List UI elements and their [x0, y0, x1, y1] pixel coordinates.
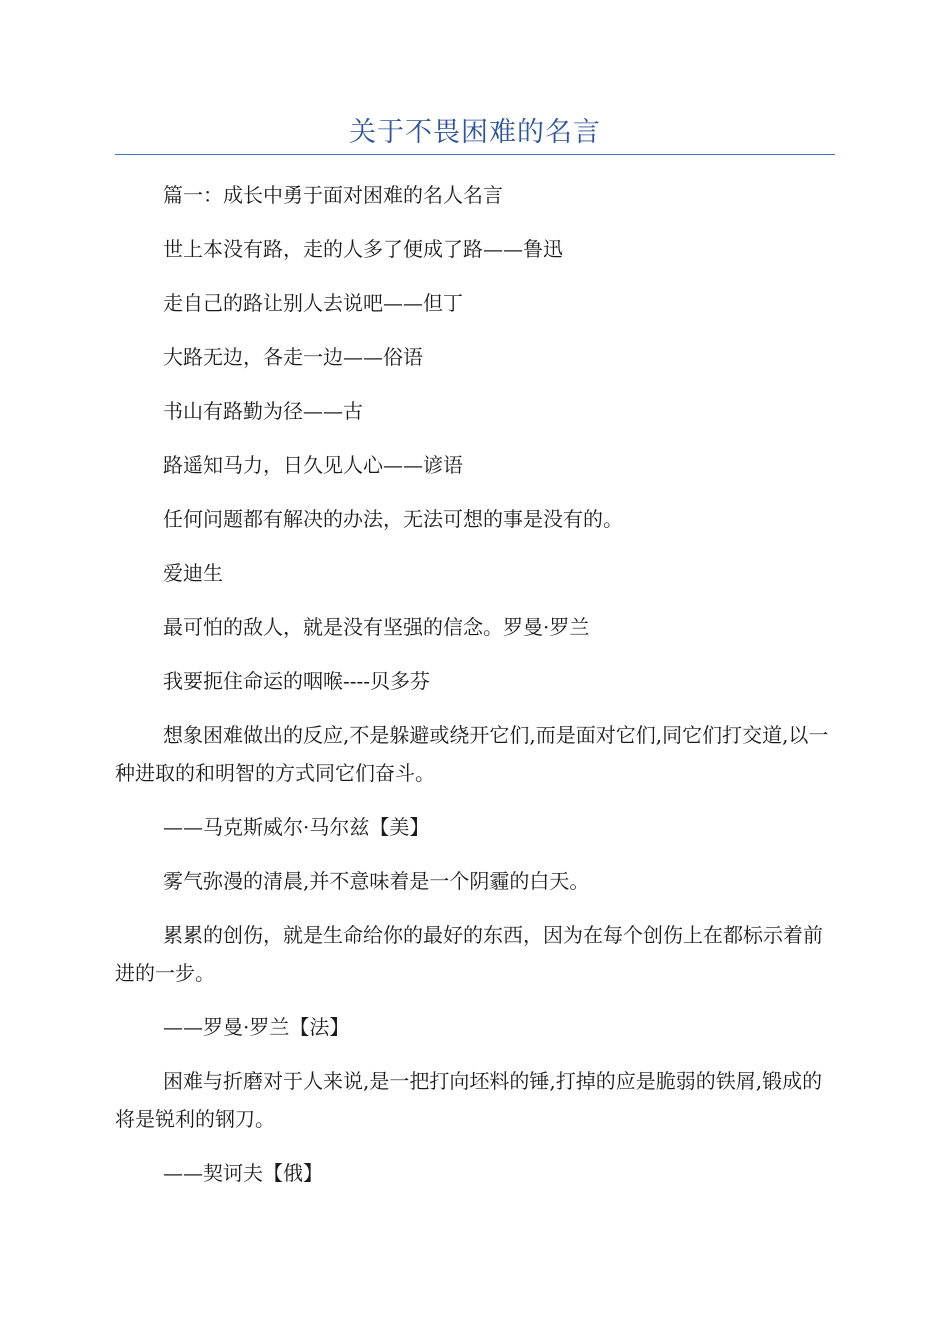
paragraph: 想象困难做出的反应,不是躲避或绕开它们,而是面对它们,同它们打交道,以一种进取的和明智的方式同它们奋斗。 [115, 723, 829, 785]
paragraph: 篇一：成长中勇于面对困难的名人名言 [163, 183, 503, 207]
paragraph: 大路无边，各走一边——俗语 [163, 345, 423, 369]
paragraph: 困难与折磨对于人来说,是一把打向坯料的锤,打掉的应是脆弱的铁屑,锻成的将是锐利的钢刀。 [115, 1069, 823, 1131]
paragraph: 走自己的路让别人去说吧——但丁 [163, 291, 463, 315]
paragraph: 任何问题都有解决的办法，无法可想的事是没有的。 [163, 507, 623, 531]
paragraph: 雾气弥漫的清晨,并不意味着是一个阴霾的白天。 [163, 869, 590, 893]
title-underline [115, 154, 835, 155]
document-body [115, 176, 835, 1208]
paragraph: 累累的创伤，就是生命给你的最好的东西，因为在每个创伤上在都标示着前进的一步。 [115, 923, 823, 985]
paragraph: ——马克斯威尔·马尔兹【美】 [163, 815, 430, 839]
paragraph: 我要扼住命运的咽喉----贝多芬 [163, 669, 431, 693]
paragraph: 书山有路勤为径——古 [163, 399, 363, 423]
paragraph: 路遥知马力，日久见人心——谚语 [163, 453, 463, 477]
document-title: 关于不畏困难的名言 [349, 117, 601, 148]
paragraph: 最可怕的敌人，就是没有坚强的信念。罗曼·罗兰 [163, 615, 590, 639]
paragraph: ——罗曼·罗兰【法】 [163, 1015, 350, 1039]
paragraph: 世上本没有路，走的人多了便成了路——鲁迅 [163, 237, 563, 261]
paragraph: ——契诃夫【俄】 [163, 1161, 323, 1185]
paragraph: 爱迪生 [163, 561, 223, 585]
